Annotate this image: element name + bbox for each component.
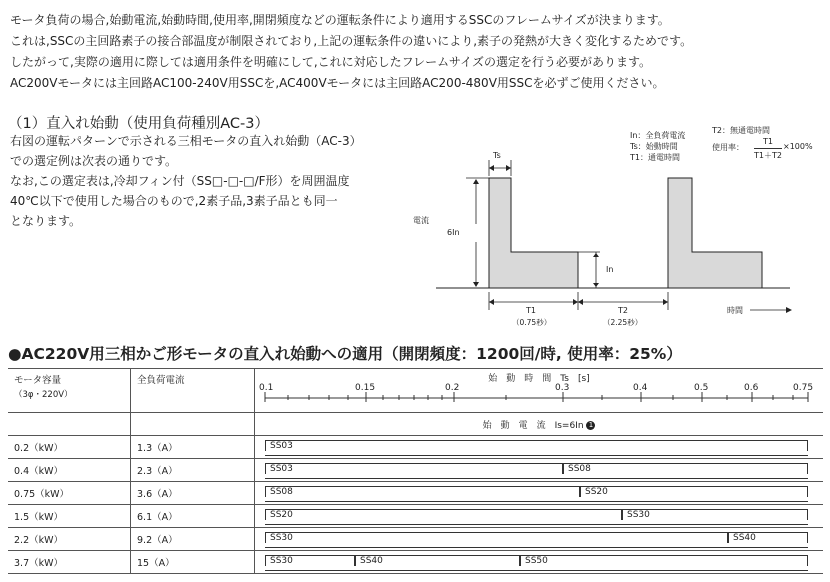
frame-bar: SS20 <box>580 486 808 497</box>
section-title: （1）直入れ始動（使用負荷種別AC-3） <box>8 116 269 132</box>
full-load-current: 9.2（A） <box>131 528 255 551</box>
table-row <box>8 459 823 482</box>
frame-bars <box>255 459 824 482</box>
level-in: In <box>606 265 614 274</box>
frame-bars <box>255 436 824 459</box>
header-axis <box>255 369 824 413</box>
table-row <box>8 436 823 459</box>
duty-suffix: ×100% <box>783 142 813 151</box>
full-load-current: 3.6（A） <box>131 482 255 505</box>
x-axis-label: 時間 <box>727 306 743 315</box>
full-load-current: 15（A） <box>131 551 255 574</box>
legend-t2: T2：無通電時間 <box>712 126 770 135</box>
current-label-cell <box>255 413 824 436</box>
motor-capacity: 0.4（kW） <box>8 459 131 482</box>
table-row <box>8 482 823 505</box>
tick-label: 0.1 <box>259 383 274 393</box>
section-line: 右図の運転パターンで示される三相モータの直入れ始動（AC-3） <box>10 134 362 148</box>
motor-capacity: 1.5（kW） <box>8 505 131 528</box>
frame-bars <box>255 551 824 574</box>
motor-capacity: 3.7（kW） <box>8 551 131 574</box>
level-6in: 6In <box>447 228 460 237</box>
motor-capacity: 0.2（kW） <box>8 436 131 459</box>
subheader-empty <box>131 413 255 436</box>
frame-bars <box>255 505 824 528</box>
frame-bar: SS30 <box>265 532 728 543</box>
tick-label: 0.4 <box>633 383 648 393</box>
frame-bar: SS03 <box>265 463 563 474</box>
frame-bar: SS30 <box>622 509 808 520</box>
frame-bars <box>255 482 824 505</box>
frame-bar: SS40 <box>355 555 520 566</box>
table-header-row <box>8 369 823 413</box>
full-load-current: 2.3（A） <box>131 459 255 482</box>
time-axis <box>255 369 823 409</box>
note-1-icon: 1 <box>586 421 595 430</box>
frame-bar: SS03 <box>265 440 808 451</box>
t2-label: T2 <box>618 306 628 315</box>
tick-label: 0.3 <box>555 383 570 393</box>
t2-duration: （2.25秒） <box>603 318 643 327</box>
table-subheader-row <box>8 413 823 436</box>
subheader-empty <box>8 413 131 436</box>
motor-capacity: 0.75（kW） <box>8 482 131 505</box>
frame-bars <box>255 528 824 551</box>
tick-label: 0.5 <box>694 383 709 393</box>
table-row <box>8 528 823 551</box>
section-line: となります。 <box>10 214 82 228</box>
intro-line: これは,SSCの主回路素子の接合部温度が制限されており,上記の運転条件の違いにより,素子の発熱が大きく変化するためです。 <box>10 34 693 48</box>
duty-denominator: T1＋T2 <box>754 151 782 160</box>
frame-bar: SS50 <box>520 555 808 566</box>
tick-label: 0.2 <box>445 383 460 393</box>
intro-line: AC200Vモータには主回路AC100-240V用SSCを,AC400Vモータには主回路AC200-480V用SSCを必ずご使用ください。 <box>10 76 665 90</box>
duty-numerator: T1 <box>763 137 773 146</box>
table-row <box>8 505 823 528</box>
section-line: での選定例は次表の通りです。 <box>10 154 178 168</box>
y-axis-label: 電流 <box>413 216 429 225</box>
header-capacity-sub: （3φ・220V） <box>14 390 73 400</box>
ts-label: Ts <box>493 151 501 160</box>
frame-bar: SS08 <box>563 463 808 474</box>
axis-title: 始 動 時 間 Ts [s] <box>488 374 590 384</box>
tick-label: 0.15 <box>355 383 376 393</box>
duty-label: 使用率： <box>712 143 744 152</box>
tick-label: 0.75 <box>793 383 814 393</box>
intro-line: したがって,実際の適用に際しては適用条件を明確にして,これに対応したフレームサイズの選定を行う必要があります。 <box>10 55 651 69</box>
legend-ts: Ts：始動時間 <box>630 142 678 151</box>
legend-in: In：全負荷電流 <box>630 131 686 140</box>
header-capacity <box>8 369 131 413</box>
section-line: なお,この選定表は,冷却フィン付（SS□-□-□/F形）を周囲温度 <box>10 174 350 188</box>
motor-capacity: 2.2（kW） <box>8 528 131 551</box>
full-load-current: 6.1（A） <box>131 505 255 528</box>
t1-label: T1 <box>526 306 536 315</box>
intro-line: モータ負荷の場合,始動電流,始動時間,使用率,開閉頻度などの運転条件により適用するSSCのフレームサイズが決まります。 <box>10 13 670 27</box>
header-current: 全負荷電流 <box>131 369 255 413</box>
legend-t1: T1：通電時間 <box>630 153 680 162</box>
table-row <box>8 551 823 574</box>
starting-current-label: 始 動 電 流 Is=6In <box>482 420 584 431</box>
frame-bar: SS08 <box>265 486 580 497</box>
full-load-current: 1.3（A） <box>131 436 255 459</box>
frame-bar: SS20 <box>265 509 622 520</box>
selection-table <box>8 368 823 574</box>
header-capacity-label: モータ容量 <box>14 375 62 386</box>
table-title: ●AC220V用三相かご形モータの直入れ始動への適用（開閉頻度：1200回/時, 使用率：25%） <box>8 345 682 363</box>
frame-bar: SS40 <box>728 532 808 543</box>
tick-label: 0.6 <box>744 383 759 393</box>
frame-bar: SS30 <box>265 555 355 566</box>
t1-duration: （0.75秒） <box>512 318 552 327</box>
section-line: 40℃以下で使用した場合のもので,2素子品,3素子品とも同一 <box>10 194 338 208</box>
